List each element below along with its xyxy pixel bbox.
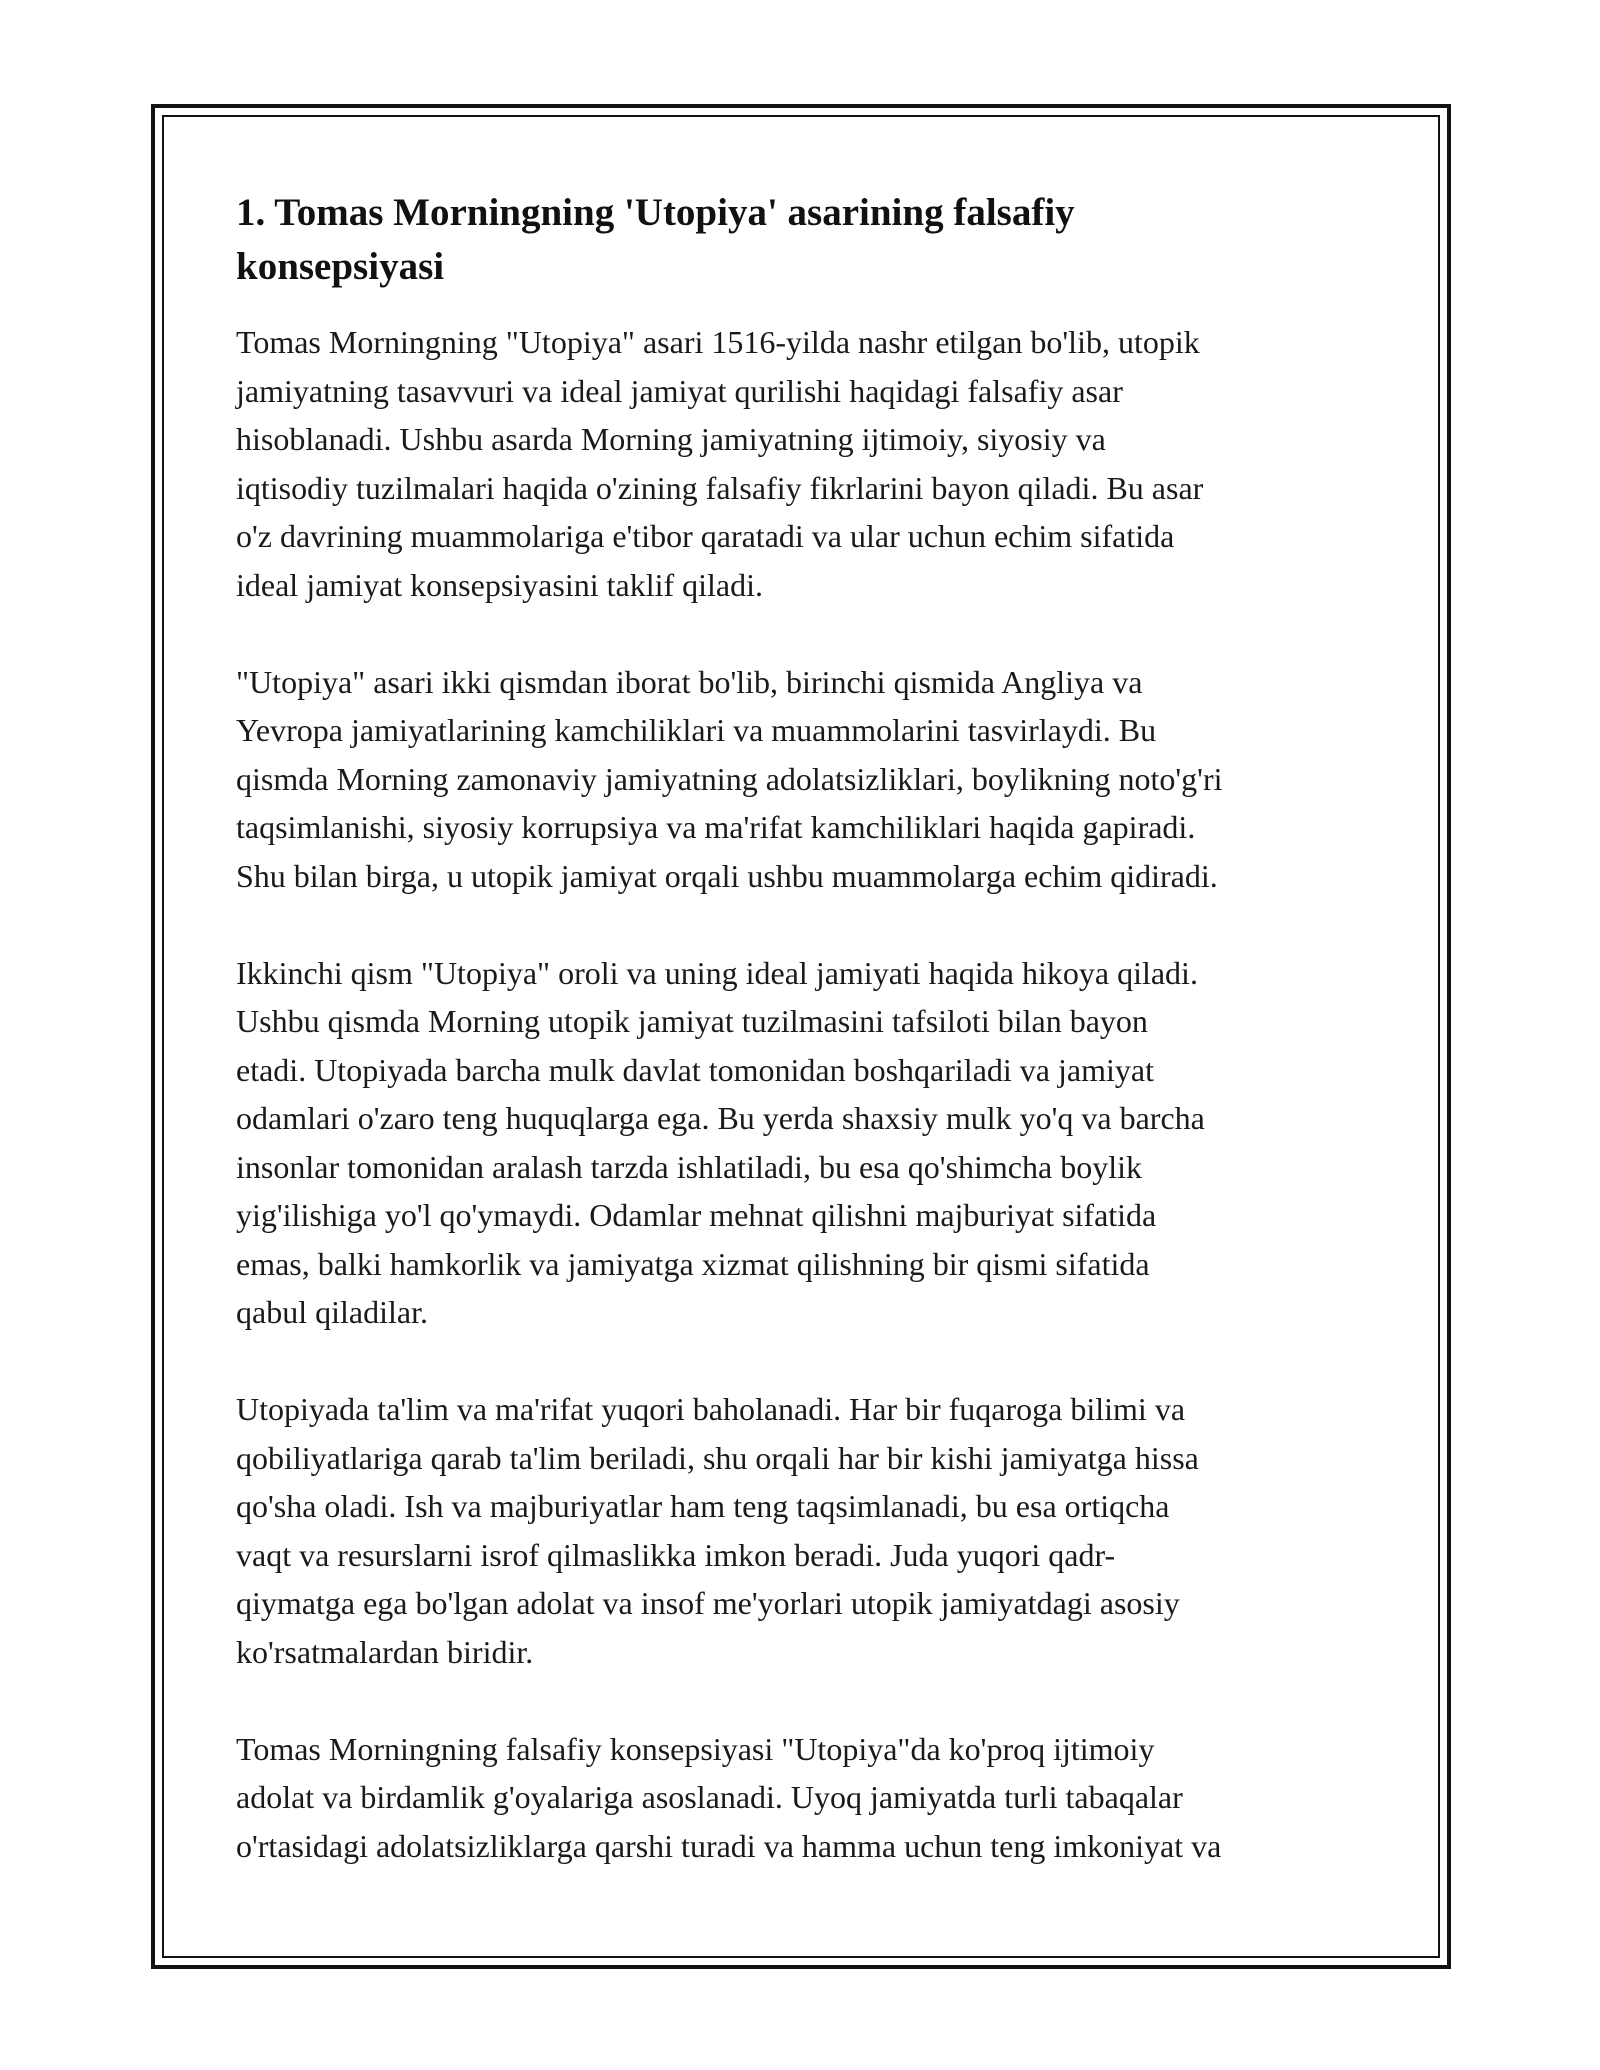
paragraph-line: odamlari o'zaro teng huquqlarga ega. Bu yerda shaxsiy mulk yo'q va barcha	[236, 1100, 1205, 1136]
paragraph-line: Ikkinchi qism "Utopiya" oroli va uning ideal jamiyati haqida hikoya qiladi.	[236, 954, 1198, 991]
paragraph-line: o'rtasidagi adolatsizliklarga qarshi turadi va hamma uchun teng imkoniyat va	[236, 1827, 1222, 1864]
paragraph-1	[236, 318, 1386, 609]
paragraph-line: jamiyatning tasavvuri va ideal jamiyat qurilishi haqidagi falsafiy asar	[236, 372, 1123, 409]
paragraph-line: qabul qiladilar.	[236, 1294, 428, 1330]
paragraph-5	[236, 1725, 1386, 1871]
paragraph-line: Utopiyada ta'lim va ma'rifat yuqori baholanadi. Har bir fuqaroga bilimi va	[236, 1391, 1186, 1427]
paragraph-line: etadi. Utopiyada barcha mulk davlat tomonidan boshqariladi va jamiyat	[236, 1051, 1154, 1088]
paragraph-line: Yevropa jamiyatlarining kamchiliklari va muammolarini tasvirlaydi. Bu	[236, 712, 1157, 748]
paragraph-line: ideal jamiyat konsepsiyasini taklif qiladi.	[236, 566, 763, 603]
paragraph-line: Tomas Morningning falsafiy konsepsiyasi "Utopiya"da ko'proq ijtimoiy	[236, 1730, 1155, 1767]
paragraph-line: taqsimlanishi, siyosiy korrupsiya va ma'rifat kamchiliklari haqida gapiradi.	[236, 809, 1196, 845]
paragraph-line: Shu bilan birga, u utopik jamiyat orqali ushbu muammolarga echim qidiradi.	[236, 857, 1218, 894]
paragraph-line: ko'rsatmalardan biridir.	[236, 1633, 534, 1670]
paragraph-line: qobiliyatlariga qarab ta'lim beriladi, shu orqali har bir kishi jamiyatga hissa	[236, 1439, 1199, 1476]
paragraph-line: emas, balki hamkorlik va jamiyatga xizmat qilishning bir qismi sifatida	[236, 1245, 1150, 1282]
paragraph-line: vaqt va resurslarni isrof qilmaslikka imkon beradi. Juda yuqori qadr-	[236, 1536, 1116, 1573]
paragraph-2	[236, 658, 1386, 901]
paragraph-4	[236, 1385, 1386, 1676]
paragraph-line: o'z davrining muammolariga e'tibor qaratadi va ular uchun echim sifatida	[236, 518, 1175, 554]
paragraph-line: yig'ilishiga yo'l qo'ymaydi. Odamlar mehnat qilishni majburiyat sifatida	[236, 1197, 1157, 1233]
paragraph-line: qismda Morning zamonaviy jamiyatning adolatsizliklari, boylikning noto'g'ri	[236, 760, 1223, 797]
paragraph-line: insonlar tomonidan aralash tarzda ishlatiladi, bu esa qo'shimcha boylik	[236, 1148, 1142, 1185]
paragraph-line: "Utopiya" asari ikki qismdan iborat bo'lib, birinchi qismida Angliya va	[236, 663, 1143, 700]
paragraph-3	[236, 949, 1386, 1337]
section-heading	[236, 186, 1386, 294]
paragraph-line: adolat va birdamlik g'oyalariga asoslanadi. Uyoq jamiyatda turli tabaqalar	[236, 1779, 1183, 1815]
paragraph-line: Tomas Morningning "Utopiya" asari 1516-yilda nashr etilgan bo'lib, utopik	[236, 324, 1200, 360]
paragraph-line: qo'sha oladi. Ish va majburiyatlar ham teng taqsimlanadi, bu esa ortiqcha	[236, 1488, 1170, 1524]
paragraph-line: iqtisodiy tuzilmalari haqida o'zining falsafiy fikrlarini bayon qiladi. Bu asar	[236, 469, 1204, 506]
paragraph-line: hisoblanadi. Ushbu asarda Morning jamiyatning ijtimoiy, siyosiy va	[236, 421, 1106, 457]
document-content	[236, 186, 1386, 1919]
heading-line: konsepsiyasi	[236, 245, 445, 288]
paragraph-line: qiymatga ega bo'lgan adolat va insof me'yorlari utopik jamiyatdagi asosiy	[236, 1585, 1180, 1621]
heading-line: 1. Tomas Morningning 'Utopiya' asarining falsafiy	[236, 191, 1075, 234]
paragraph-line: Ushbu qismda Morning utopik jamiyat tuzilmasini tafsiloti bilan bayon	[236, 1003, 1148, 1039]
